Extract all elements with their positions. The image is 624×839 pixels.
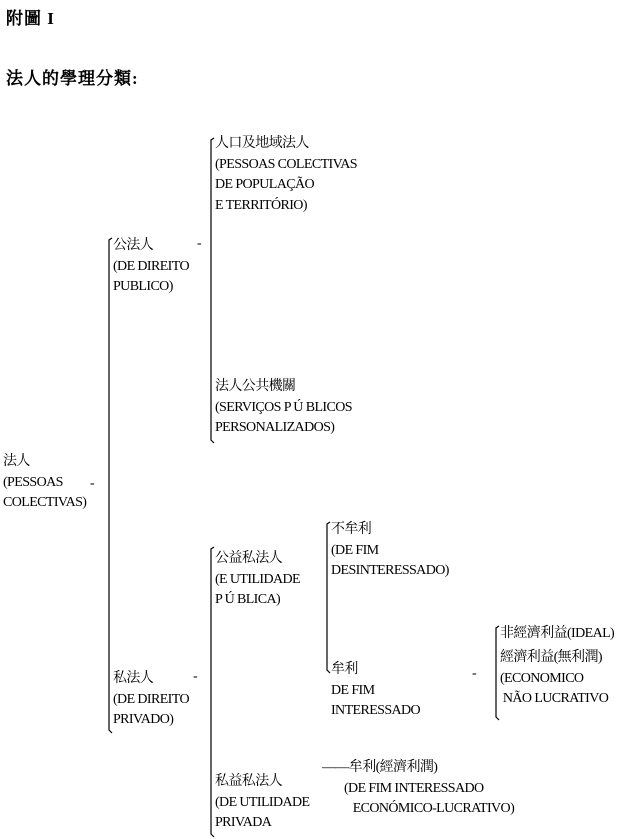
node-ideal: 非經濟利益(IDEAL) bbox=[500, 626, 615, 641]
node-economic-nonprofit: 經濟利益(無利潤) (ECONOMICO NÃO LUCRATIVO bbox=[500, 650, 609, 706]
node-economic-profit: ——牟利(經濟利潤) (DE FIM INTERESSADO ECONÓMICO-LUCRATIVO) bbox=[322, 760, 515, 816]
dash-profit: - bbox=[472, 666, 477, 681]
node-public-law: 公法人 (DE DIREITO PUBLICO) bbox=[113, 238, 189, 294]
public-utility-bracket bbox=[327, 522, 330, 673]
node-private-law: 私法人 (DE DIREITO PRIVADO) bbox=[113, 671, 189, 727]
root-bracket bbox=[109, 238, 112, 733]
public-bracket bbox=[211, 138, 214, 443]
node-non-profit: 不牟利 (DE FIM DESINTERESSADO) bbox=[331, 522, 449, 578]
node-private-utility: 私益私法人 (DE UTILIDADE PRIVADA bbox=[215, 774, 310, 830]
dash-public: - bbox=[197, 236, 202, 251]
private-bracket bbox=[211, 547, 214, 837]
appendix-heading: 附圖 I bbox=[6, 9, 55, 28]
dash-root: - bbox=[90, 476, 95, 491]
classification-subheading: 法人的學理分類: bbox=[6, 69, 139, 88]
node-profit: 牟利 DE FIM INTERESSADO bbox=[331, 662, 421, 718]
node-public-utility: 公益私法人 (E UTILIDADE P Ú BLICA) bbox=[215, 551, 300, 607]
profit-bracket bbox=[496, 626, 499, 720]
node-public-services: 法人公共機關 (SERVIÇOS P Ú BLICOS PERSONALIZADOS) bbox=[215, 379, 352, 435]
node-population-territory: 人口及地域法人 (PESSOAS COLECTIVAS DE POPULAÇÃO E TERRITÓRIO) bbox=[215, 136, 357, 213]
dash-private: - bbox=[193, 669, 198, 684]
node-legal-person: 法人 (PESSOAS COLECTIVAS) bbox=[3, 454, 87, 510]
